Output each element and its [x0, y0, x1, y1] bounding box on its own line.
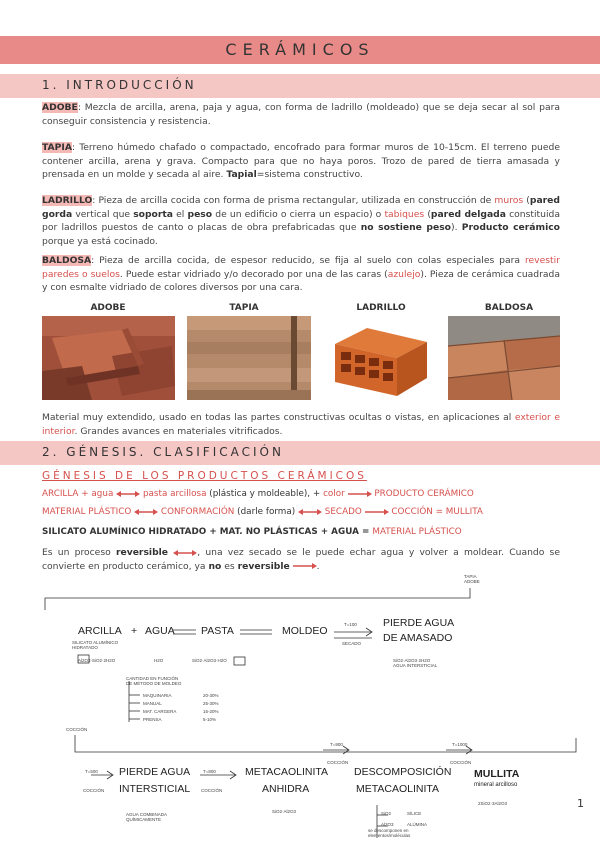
flow-coccion: COCCIÓN: [391, 507, 433, 517]
ladrillo-text-c: vertical que: [72, 208, 134, 220]
double-arrow-icon: [298, 508, 322, 516]
genesis-subtitle: GÉNESIS DE LOS PRODUCTOS CERÁMICOS: [42, 470, 367, 482]
ladrillo-text-d: el: [173, 208, 188, 220]
flow-secado: SECADO: [324, 507, 362, 517]
ladrillo-text-b: (: [523, 195, 530, 206]
flow-darle-forma: (darle forma): [234, 507, 296, 517]
dgm-method-1: MAQUINARIA: [143, 693, 172, 698]
flow-arcilla-agua: ARCILLA + agua: [42, 489, 114, 499]
dgm-pierde-amasado-1: PIERDE AGUA: [383, 617, 455, 629]
rev-text-c: , una vez secado se le puede echar agua y volver a moldear. Cuando se convierte en producto cerámico, ya: [42, 547, 560, 572]
section-title-intro: 1. INTRODUCCIÓN: [42, 78, 197, 92]
ladrillo-text-h: ).: [451, 222, 462, 233]
section-title-genesis: 2. GÉNESIS. CLASIFICACIÓN: [42, 445, 284, 459]
dgm-pasta: PASTA: [201, 625, 234, 637]
paragraph-baldosa: [42, 254, 560, 295]
rev-reversible-2: reversible: [237, 560, 290, 572]
page-number: 1: [577, 797, 584, 810]
dgm-formula-2: H2O: [154, 658, 164, 663]
term-tapia: TAPIA: [42, 142, 72, 153]
baldosa-azulejo: azulejo: [387, 268, 421, 280]
flow-plastica: (plástica y moldeable), +: [206, 489, 324, 499]
tapia-photo: [187, 316, 311, 400]
adobe-photo: [42, 316, 175, 400]
dgm-pierde-int-1: PIERDE AGUA: [119, 766, 191, 778]
flow-line-2: [42, 507, 483, 517]
flow-silicato: SILICATO ALUMÍNICO HIDRATADO + MAT. NO PLÁSTICAS + AGUA =: [42, 527, 373, 537]
rev-text-a: Es un proceso: [42, 547, 116, 558]
dgm-agua: AGUA: [145, 625, 175, 637]
dgm-method-4: PRENSA: [143, 717, 162, 722]
dgm-descomp-1: DESCOMPOSICIÓN: [354, 766, 452, 778]
baldosa-text-a: : Pieza de arcilla cocida, de espesor reducido, se fija al suelo con colas especiales para: [91, 255, 525, 266]
dgm-metacaolinita-2: ANHIDRA: [262, 783, 310, 795]
ladrillo-text-a: : Pieza de arcilla cocida con forma de prisma rectangular, utilizada en construcción de: [92, 195, 495, 206]
rev-reversible: reversible: [115, 547, 169, 558]
rev-no: no: [208, 560, 222, 572]
tapial-bold: Tapial: [226, 169, 257, 180]
ladrillo-muros: muros: [494, 195, 524, 206]
dgm-descomp-sio2: SiO2: [381, 811, 392, 816]
baldosa-text-c: ). Pieza de cerámica cuadrada y con esmalte vidriado de colores diversos por una cara.: [42, 268, 560, 293]
ladrillo-peso: peso: [187, 208, 213, 220]
dgm-cantidad-note: CANTIDAD EN FUNCIÓN DE MÉTODO DE MOLDEO: [126, 676, 182, 686]
rev-text-e: es: [221, 560, 238, 572]
dgm-method-val-3: 15-20%: [203, 709, 219, 714]
section-header-intro: [0, 74, 600, 98]
dgm-right-formula: SiO2·Al2O3·2H2O AGUA INTERSTICIAL: [393, 658, 438, 668]
flow-material-plastico-2: MATERIAL PLÁSTICO: [372, 527, 462, 537]
dgm-pierde-int-2: INTERSTICIAL: [119, 783, 191, 795]
flow-producto-ceramico: PRODUCTO CERÁMICO: [374, 489, 474, 499]
dgm-descomp-alumina: ALÚMINA: [407, 822, 428, 827]
flow-mullita: = MULLITA: [432, 507, 483, 517]
ladrillo-photo: [327, 316, 431, 400]
dgm-mullita-formula: 2SiO2·3Al2O3: [478, 801, 508, 806]
double-arrow-icon: [134, 508, 158, 516]
dgm-meta-formula: SiO2·Al2O3: [272, 809, 297, 814]
tapia-text: : Terreno húmedo chafado o compactado, encofrado para formar muros de 10-15cm. El terreno puede contener arcilla, arena y grava. Compacto para que no haya poros. Trozo de pared de tierra amasada y prensada en un molde y secada al aire.: [42, 142, 560, 180]
dgm-coccion-left: COCCIÓN: [66, 727, 88, 732]
dgm-formula-3: SiO2·Al2O3·H2O: [192, 658, 227, 663]
adobe-text: : Mezcla de arcilla, arena, paja y agua, con forma de ladrillo (moldeado) que se deja secar al sol para conseguir consistencia y resistencia.: [42, 102, 560, 127]
dgm-coccion-a: COCCIÓN: [83, 788, 105, 793]
dgm-method-val-4: 5-10%: [203, 717, 217, 722]
section-header-genesis: [0, 441, 600, 465]
paragraph-tapia: [42, 141, 560, 182]
dgm-tapia-adobe: TAPIA ADOBE: [464, 574, 480, 584]
ladrillo-text-i: porque ya está cocinado.: [42, 235, 158, 247]
baldosa-revestir: revestir paredes o suelos: [42, 255, 560, 280]
material-text-a: Material muy extendido, usado en todas las partes constructivas ocultas o vistas, en aplicaciones al: [42, 412, 515, 423]
image-label-tapia: TAPIA: [229, 303, 259, 313]
double-arrow-icon: [173, 549, 197, 557]
dgm-mullita-sub: mineral arcilloso: [474, 782, 518, 788]
dgm-mullita: MULLITA: [474, 768, 520, 780]
dgm-method-val-2: 25-30%: [203, 701, 219, 706]
ladrillo-pared-delgada: pared delgada: [430, 208, 506, 220]
ladrillo-no-sostiene: no sostiene peso: [360, 222, 451, 233]
dgm-coccion-b: COCCIÓN: [201, 788, 223, 793]
image-label-ladrillo: LADRILLO: [356, 303, 406, 313]
ladrillo-producto: Producto cerámico: [461, 222, 560, 233]
flow-line-3: [42, 527, 462, 537]
arrow-right-icon: [348, 490, 372, 498]
double-arrow-icon: [116, 490, 140, 498]
dgm-moldeo: MOLDEO: [282, 625, 328, 637]
arrow-right-icon: [365, 508, 389, 516]
term-ladrillo: LADRILLO: [42, 195, 93, 206]
dgm-formula-1: Al2O3·SiO2·2H2O: [78, 658, 116, 663]
image-label-adobe: ADOBE: [90, 303, 126, 313]
baldosa-photo: [448, 316, 560, 400]
flow-pasta-arcillosa: pasta arcillosa: [142, 489, 207, 499]
dgm-descomp-2: METACAOLINITA: [356, 783, 440, 795]
dgm-t900: T=900: [330, 742, 343, 747]
dgm-coccion-c: COCCIÓN: [327, 760, 349, 765]
tapia-end: =sistema constructivo.: [256, 169, 363, 180]
ladrillo-tabiques: tabiques: [384, 208, 425, 220]
flow-material-plastico: MATERIAL PLÁSTICO: [42, 507, 132, 517]
dgm-t1000: T=1000: [452, 742, 468, 747]
dgm-secado: SECADO: [342, 641, 362, 646]
material-text-b: . Grandes avances en materiales vitrificados.: [74, 425, 283, 437]
rev-text-g: .: [316, 560, 320, 572]
dgm-pierde-amasado-2: DE AMASADO: [383, 632, 453, 644]
dgm-agua-combinada: AGUA COMBINADA QUÍMICAMENTE: [126, 812, 168, 822]
dgm-silicato-note: SILICATO ALUMÍNICO HIDRATADO: [72, 640, 119, 650]
material-exterior-interior: exterior e interior: [42, 412, 560, 437]
baldosa-text-b: . Puede estar vidriado y/o decorado por una de las caras (: [119, 268, 388, 280]
dgm-t800: T=800: [203, 769, 216, 774]
paragraph-ladrillo: [42, 194, 560, 248]
flow-line-1: [42, 489, 474, 499]
page-title: CERÁMICOS: [225, 40, 375, 59]
dgm-method-val-1: 20-30%: [203, 693, 219, 698]
ladrillo-soporta: soporta: [133, 208, 173, 220]
title-bar: [0, 36, 600, 64]
dgm-method-3: MAT. CARGERA: [143, 709, 177, 714]
dgm-descomp-note: se descomponen en elementos/moléculas: [368, 828, 411, 838]
ladrillo-text-e: de un edificio o cierra un espacio) o: [212, 208, 385, 220]
ladrillo-pared-gorda: pared gorda: [42, 195, 560, 220]
arrow-right-icon: [293, 562, 317, 570]
dgm-metacaolinita-1: METACAOLINITA: [245, 766, 329, 778]
flow-color: color: [323, 489, 345, 499]
paragraph-reversible: [42, 546, 560, 573]
dgm-coccion-d: COCCIÓN: [450, 760, 472, 765]
paragraph-adobe: [42, 101, 560, 128]
image-label-baldosa: BALDOSA: [484, 303, 534, 313]
dgm-descomp-al2o3: Al2O3: [381, 822, 394, 827]
dgm-t100: T=100: [344, 622, 357, 627]
dgm-method-2: MANUAL: [143, 701, 162, 706]
dgm-descomp-silice: SÍLICE: [407, 811, 422, 816]
dgm-plus: +: [131, 625, 138, 637]
paragraph-material: [42, 411, 560, 438]
term-baldosa: BALDOSA: [42, 255, 92, 266]
flow-conformacion: CONFORMACIÓN: [160, 507, 235, 517]
dgm-arcilla: ARCILLA: [78, 625, 122, 637]
process-diagram-lines: [0, 570, 600, 840]
ladrillo-text-g: constituida por ladrillos puestos de canto o placas de obra prefabricadas que: [42, 208, 560, 233]
term-adobe: ADOBE: [42, 102, 78, 113]
dgm-t500: T=500: [85, 769, 98, 774]
ladrillo-text-f: (: [424, 208, 431, 220]
